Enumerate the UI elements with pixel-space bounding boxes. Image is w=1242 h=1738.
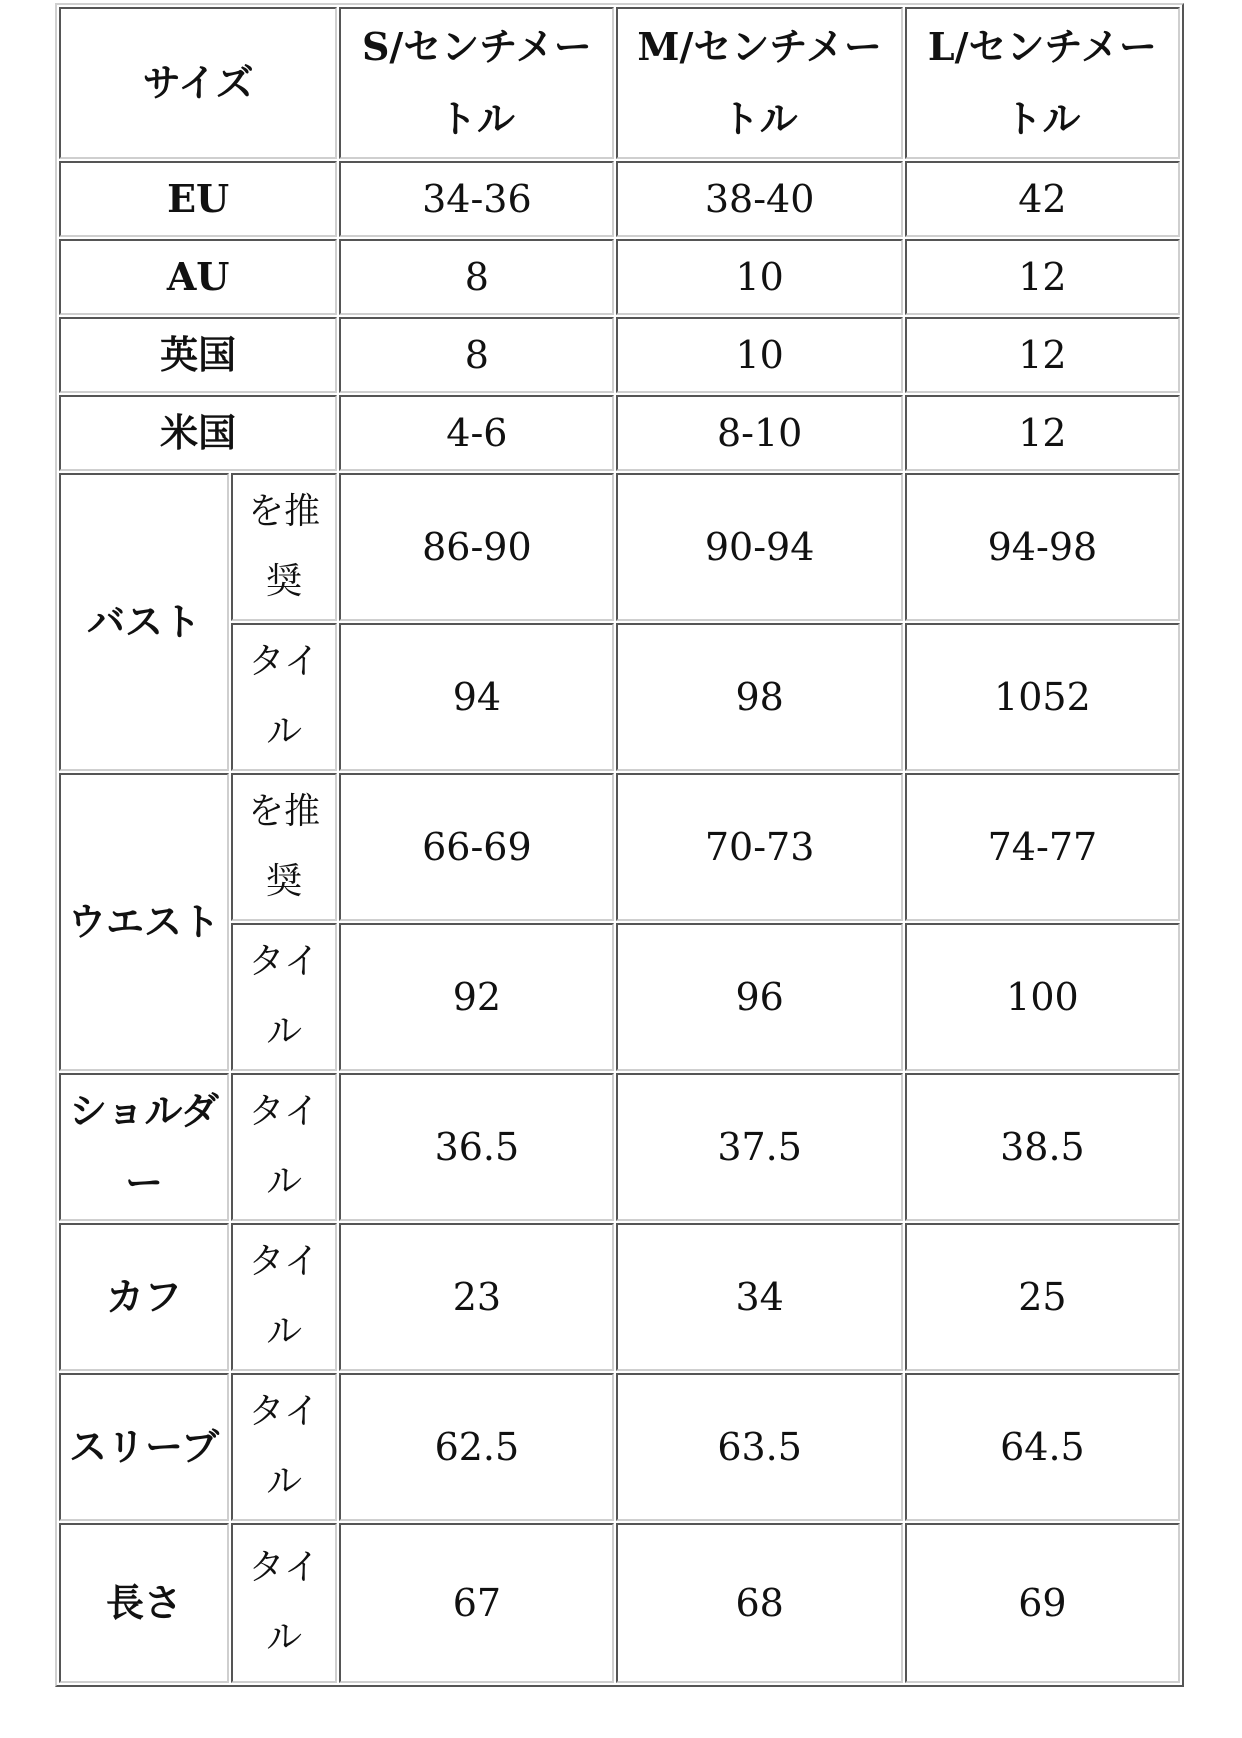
cell-uk-s: 8: [339, 317, 614, 393]
table-row: [59, 161, 1180, 237]
cell-bust-tile-m: 98: [616, 623, 902, 771]
cell-eu-s: 34-36: [339, 161, 614, 237]
row-label-us: 米国: [59, 395, 337, 471]
table-row: [59, 473, 1180, 621]
row-label-bust: バスト: [59, 473, 229, 771]
cell-us-s: 4-6: [339, 395, 614, 471]
row-label-sleeve: スリーブ: [59, 1373, 229, 1521]
cell-au-m: 10: [616, 239, 902, 315]
cell-bust-tile-s: 94: [339, 623, 614, 771]
cell-cuff-m: 34: [616, 1223, 902, 1371]
cell-length-l: 69: [905, 1523, 1180, 1683]
sub-label-bust-tile: タイル: [231, 623, 337, 771]
cell-waist-recommend-s: 66-69: [339, 773, 614, 921]
cell-uk-m: 10: [616, 317, 902, 393]
cell-eu-l: 42: [905, 161, 1180, 237]
cell-waist-recommend-l: 74-77: [905, 773, 1180, 921]
table-row: [59, 1073, 1180, 1221]
size-header-cell: サイズ: [59, 7, 337, 159]
cell-length-s: 67: [339, 1523, 614, 1683]
header-row: [59, 7, 1180, 159]
table-row: [59, 395, 1180, 471]
size-m-header: M/センチメートル: [616, 7, 902, 159]
row-label-waist: ウエスト: [59, 773, 229, 1071]
cell-bust-recommend-l: 94-98: [905, 473, 1180, 621]
table-row: [59, 1223, 1180, 1371]
table-row: [59, 1373, 1180, 1521]
row-label-uk: 英国: [59, 317, 337, 393]
table-row: [59, 239, 1180, 315]
cell-bust-recommend-m: 90-94: [616, 473, 902, 621]
row-label-eu: EU: [59, 161, 337, 237]
row-label-au: AU: [59, 239, 337, 315]
cell-waist-tile-s: 92: [339, 923, 614, 1071]
cell-waist-tile-m: 96: [616, 923, 902, 1071]
cell-sleeve-s: 62.5: [339, 1373, 614, 1521]
sub-label-bust-recommend: を推奨: [231, 473, 337, 621]
cell-us-l: 12: [905, 395, 1180, 471]
cell-shoulder-l: 38.5: [905, 1073, 1180, 1221]
cell-cuff-l: 25: [905, 1223, 1180, 1371]
cell-sleeve-l: 64.5: [905, 1373, 1180, 1521]
size-s-header: S/センチメートル: [339, 7, 614, 159]
sub-label-waist-tile: タイル: [231, 923, 337, 1071]
size-l-header: L/センチメートル: [905, 7, 1180, 159]
table-row: [59, 773, 1180, 921]
cell-eu-m: 38-40: [616, 161, 902, 237]
sub-label-length: タイル: [231, 1523, 337, 1683]
row-label-cuff: カフ: [59, 1223, 229, 1371]
cell-bust-recommend-s: 86-90: [339, 473, 614, 621]
row-label-length: 長さ: [59, 1523, 229, 1683]
sub-label-cuff: タイル: [231, 1223, 337, 1371]
sub-label-waist-recommend: を推奨: [231, 773, 337, 921]
cell-bust-tile-l: 1052: [905, 623, 1180, 771]
cell-sleeve-m: 63.5: [616, 1373, 902, 1521]
cell-au-l: 12: [905, 239, 1180, 315]
size-chart-table: [55, 3, 1184, 1687]
cell-cuff-s: 23: [339, 1223, 614, 1371]
size-chart-page: [55, 3, 1184, 1687]
sub-label-sleeve: タイル: [231, 1373, 337, 1521]
cell-au-s: 8: [339, 239, 614, 315]
cell-shoulder-s: 36.5: [339, 1073, 614, 1221]
cell-uk-l: 12: [905, 317, 1180, 393]
sub-label-shoulder: タイル: [231, 1073, 337, 1221]
cell-length-m: 68: [616, 1523, 902, 1683]
cell-waist-recommend-m: 70-73: [616, 773, 902, 921]
cell-us-m: 8-10: [616, 395, 902, 471]
row-label-shoulder: ショルダー: [59, 1073, 229, 1221]
cell-waist-tile-l: 100: [905, 923, 1180, 1071]
cell-shoulder-m: 37.5: [616, 1073, 902, 1221]
table-row: [59, 317, 1180, 393]
table-row: [59, 1523, 1180, 1683]
